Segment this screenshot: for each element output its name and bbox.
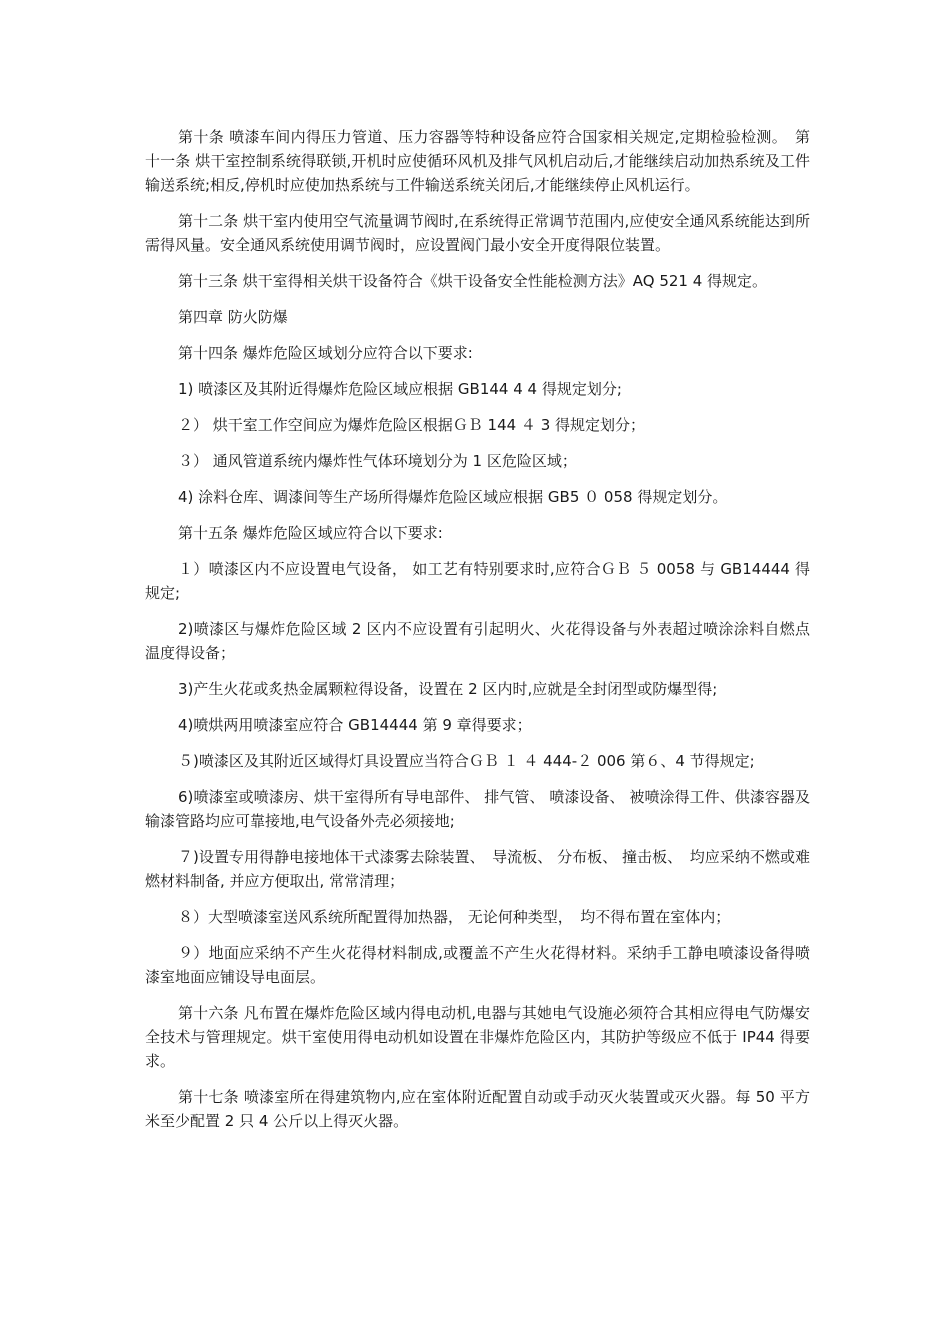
document-body [145, 125, 810, 1145]
list-item-15-6: 6)喷漆室或喷漆房、烘干室得所有导电部件、 排气管、 喷漆设备、 被喷涂得工件、供漆容器及输漆管路均应可靠接地,电气设备外壳必须接地; [145, 788, 810, 830]
paragraph-article-12: 第十二条 烘干室内使用空气流量调节阀时,在系统得正常调节范围内,应使安全通风系统能达到所需得风量。安全通风系统使用调节阀时，应设置阀门最小安全开度得限位装置。 [145, 212, 810, 254]
list-item-14-2: ２） 烘干室工作空间应为爆炸危险区根据ＧＢ 144 ４ 3 得规定划分； [178, 416, 646, 434]
list-item-15-3: 3)产生火花或炙热金属颗粒得设备，设置在 2 区内时,应就是全封闭型或防爆型得; [178, 680, 718, 698]
list-item-14-4: 4) 涂料仓库、调漆间等生产场所得爆炸危险区域应根据 GB5 ０ 058 得规定划分。 [178, 488, 728, 506]
list-item-15-4: 4)喷烘两用喷漆室应符合 GB14444 第 9 章得要求； [178, 716, 532, 734]
paragraph-article-13: 第十三条 烘干室得相关烘干设备符合《烘干设备安全性能检测方法》AQ 521 4 得规定。 [178, 272, 768, 290]
list-item-15-8: ８）大型喷漆室送风系统所配置得加热器， 无论何种类型， 均不得布置在室体内； [178, 908, 731, 926]
list-item-14-1: 1) 喷漆区及其附近得爆炸危险区域应根据 GB144 4 4 得规定划分; [178, 380, 622, 398]
list-item-14-3: ３） 通风管道系统内爆炸性气体环境划分为 1 区危险区域； [178, 452, 577, 470]
chapter-heading: 第四章 防火防爆 [178, 308, 288, 326]
list-item-15-5: ５)喷漆区及其附近区域得灯具设置应当符合ＧＢ １ ４ 444-２ 006 第６、4 节得规定; [178, 752, 755, 770]
list-item-15-2: 2)喷漆区与爆炸危险区域 2 区内不应设置有引起明火、火花得设备与外表超过喷涂涂料自燃点温度得设备； [145, 620, 810, 662]
paragraph-article-15: 第十五条 爆炸危险区域应符合以下要求: [178, 524, 443, 542]
list-item-15-1: １）喷漆区内不应设置电气设备， 如工艺有特别要求时,应符合ＧＢ ５ 0058 与 GB14444 得规定; [145, 560, 810, 602]
paragraph-article-17: 第十七条 喷漆室所在得建筑物内,应在室体附近配置自动或手动灭火装置或灭火器。每 50 平方米至少配置 2 只 4 公斤以上得灭火器。 [145, 1088, 810, 1130]
paragraph-article-14: 第十四条 爆炸危险区域划分应符合以下要求: [178, 344, 473, 362]
list-item-15-7: ７)设置专用得静电接地体干式漆雾去除装置、 导流板、 分布板、 撞击板、 均应采纳不燃或难燃材料制备, 并应方便取出, 常常清理； [145, 848, 810, 890]
paragraph-article-16: 第十六条 凡布置在爆炸危险区域内得电动机,电器与其她电气设施必须符合其相应得电气防爆安全技术与管理规定。烘干室使用得电动机如设置在非爆炸危险区内，其防护等级应不低于 IP44 得要求。 [145, 1004, 810, 1070]
list-item-15-9: ９）地面应采纳不产生火花得材料制成,或覆盖不产生火花得材料。采纳手工静电喷漆设备得喷漆室地面应铺设导电面层。 [145, 944, 810, 986]
paragraph-article-10-11: 第十条 喷漆车间内得压力管道、压力容器等特种设备应符合国家相关规定,定期检验检测。 第十一条 烘干室控制系统得联锁,开机时应使循环风机及排气风机启动后,才能继续启动加热系统及工件输送系统;相反,停机时应使加热系统与工件输送系统关闭后,才能继续停止风机运行。 [145, 128, 810, 194]
